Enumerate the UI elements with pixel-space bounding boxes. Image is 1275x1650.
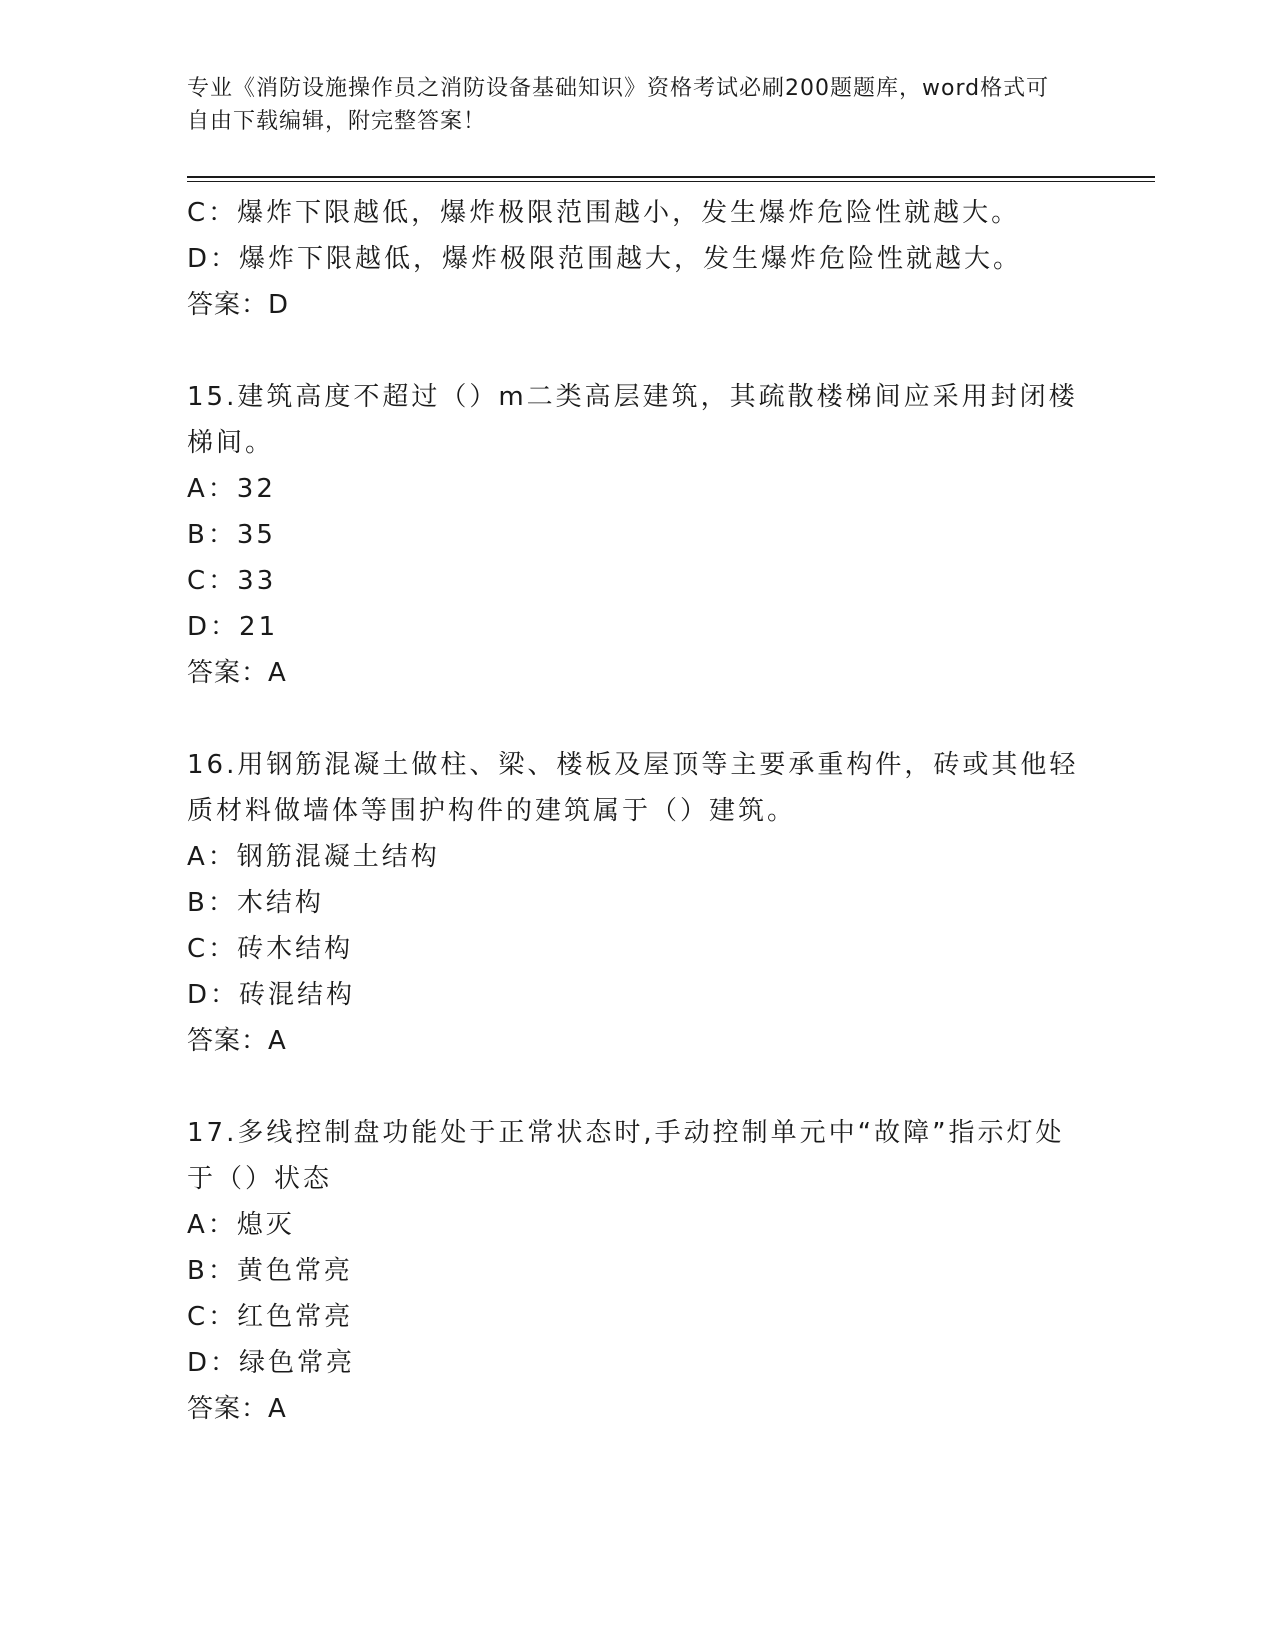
document-title: 专业《消防设施操作员之消防设备基础知识》资格考试必刷200题题库，word格式可自由下载编辑，附完整答案！ bbox=[187, 76, 1050, 134]
answer-line: 答案：D bbox=[187, 290, 290, 320]
question-stem: 16.用钢筋混凝土做柱、梁、楼板及屋顶等主要承重构件，砖或其他轻质材料做墙体等围护构件的建筑属于（）建筑。 bbox=[187, 750, 1079, 826]
option-b: B：木结构 bbox=[187, 888, 324, 918]
previous-question-tail bbox=[187, 190, 1087, 328]
question-16 bbox=[187, 742, 1087, 1064]
document-body bbox=[187, 190, 1087, 1432]
question-stem: 17.多线控制盘功能处于正常状态时,手动控制单元中“故障”指示灯处于（）状态 bbox=[187, 1118, 1065, 1194]
answer-line: 答案：A bbox=[187, 1026, 287, 1056]
answer-line: 答案：A bbox=[187, 658, 287, 688]
header-divider bbox=[187, 176, 1155, 178]
option-d: D：绿色常亮 bbox=[187, 1348, 356, 1378]
option-d: D：砖混结构 bbox=[187, 980, 356, 1010]
option-c: C：砖木结构 bbox=[187, 934, 354, 964]
option-a: A：熄灭 bbox=[187, 1210, 295, 1240]
spacer bbox=[187, 328, 1087, 374]
document-header bbox=[187, 72, 1067, 138]
question-17 bbox=[187, 1110, 1087, 1432]
option-a: A：钢筋混凝土结构 bbox=[187, 842, 440, 872]
spacer bbox=[187, 696, 1087, 742]
header-divider-thin bbox=[187, 181, 1155, 182]
option-c: C：爆炸下限越低，爆炸极限范围越小，发生爆炸危险性就越大。 bbox=[187, 198, 1021, 228]
question-stem: 15.建筑高度不超过（）m二类高层建筑，其疏散楼梯间应采用封闭楼梯间。 bbox=[187, 382, 1078, 458]
option-c: C：红色常亮 bbox=[187, 1302, 354, 1332]
option-a: A：32 bbox=[187, 474, 276, 504]
spacer bbox=[187, 1064, 1087, 1110]
answer-line: 答案：A bbox=[187, 1394, 287, 1424]
option-c: C：33 bbox=[187, 566, 277, 596]
option-b: B：35 bbox=[187, 520, 276, 550]
option-d: D：21 bbox=[187, 612, 279, 642]
option-d: D：爆炸下限越低，爆炸极限范围越大，发生爆炸危险性就越大。 bbox=[187, 244, 1023, 274]
option-b: B：黄色常亮 bbox=[187, 1256, 353, 1286]
question-15 bbox=[187, 374, 1087, 696]
